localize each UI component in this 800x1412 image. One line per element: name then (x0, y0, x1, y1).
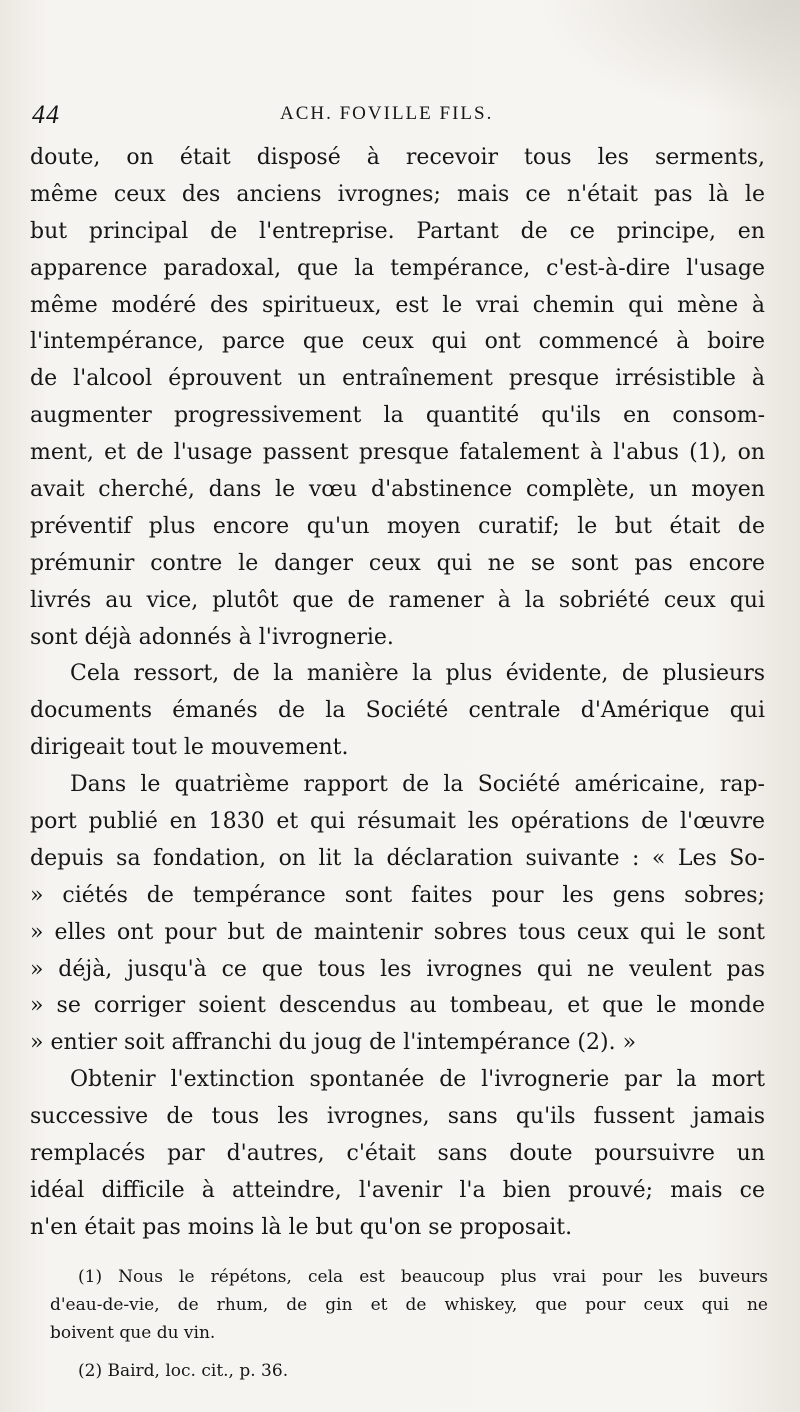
body-text (30, 140, 765, 1247)
text-line: livrés au vice, plutôt que de ramener à la sobriété ceux qui (30, 587, 765, 613)
page-number: 44 (32, 100, 60, 129)
footnotes (50, 1263, 768, 1385)
running-head: ACH. FOVILLE FILS. (280, 103, 494, 124)
text-line: Obtenir l'extinction spontanée de l'ivrognerie par la mort (70, 1067, 765, 1093)
page-header (30, 100, 770, 134)
text-line: depuis sa fondation, on lit la déclaration suivante : « Les So- (30, 845, 765, 871)
text-line: l'intempérance, parce que ceux qui ont commencé à boire (30, 329, 765, 355)
text-line: » se corriger soient descendus au tombeau, et que le monde (30, 993, 765, 1019)
text-line: » entier soit affranchi du joug de l'intempérance (2). » (30, 1030, 637, 1056)
text-line: Dans le quatrième rapport de la Société américaine, rap- (70, 772, 765, 798)
footnote-line: boivent que du vin. (50, 1323, 216, 1343)
text-line: prémunir contre le danger ceux qui ne se sont pas encore (30, 550, 765, 576)
text-line: apparence paradoxal, que la tempérance, c'est-à-dire l'usage (30, 255, 765, 281)
text-line: avait cherché, dans le vœu d'abstinence complète, un moyen (30, 477, 765, 503)
text-line: » elles ont pour but de maintenir sobres tous ceux qui le sont (30, 919, 765, 945)
footnote-line: (1) Nous le répétons, cela est beaucoup plus vrai pour les buveurs (78, 1267, 768, 1287)
text-line: de l'alcool éprouvent un entraînement presque irrésistible à (30, 366, 765, 392)
text-line: même modéré des spiritueux, est le vrai chemin qui mène à (30, 292, 765, 318)
text-line: sont déjà adonnés à l'ivrognerie. (30, 624, 394, 650)
footnote (50, 1357, 768, 1385)
text-line: idéal difficile à atteindre, l'avenir l'a bien prouvé; mais ce (30, 1177, 765, 1203)
text-line: dirigeait tout le mouvement. (30, 735, 349, 761)
footnote-line: d'eau-de-vie, de rhum, de gin et de whiskey, que pour ceux qui ne (50, 1295, 768, 1315)
text-line: but principal de l'entreprise. Partant de ce principe, en (30, 218, 765, 244)
text-line: » ciétés de tempérance sont faites pour les gens sobres; (30, 882, 765, 908)
text-line: port publié en 1830 et qui résumait les opérations de l'œuvre (30, 809, 765, 835)
text-line: même ceux des anciens ivrognes; mais ce n'était pas là le (30, 181, 765, 207)
footnote (50, 1263, 768, 1347)
text-line: » déjà, jusqu'à ce que tous les ivrognes qui ne veulent pas (30, 956, 765, 982)
text-line: remplacés par d'autres, c'était sans doute poursuivre un (30, 1141, 765, 1167)
text-line: documents émanés de la Société centrale d'Amérique qui (30, 698, 765, 724)
text-line: Cela ressort, de la manière la plus évidente, de plusieurs (70, 661, 765, 687)
footnote-line: (2) Baird, loc. cit., p. 36. (78, 1361, 289, 1381)
text-line: ment, et de l'usage passent presque fatalement à l'abus (1), on (30, 440, 765, 466)
text-line: préventif plus encore qu'un moyen curatif; le but était de (30, 513, 765, 539)
text-line: n'en était pas moins là le but qu'on se proposait. (30, 1214, 573, 1240)
text-line: augmenter progressivement la quantité qu'ils en consom- (30, 403, 765, 429)
footnote-gap (50, 1347, 768, 1357)
text-line: doute, on était disposé à recevoir tous les serments, (30, 145, 765, 170)
text-line: successive de tous les ivrognes, sans qu'ils fussent jamais (30, 1104, 765, 1130)
